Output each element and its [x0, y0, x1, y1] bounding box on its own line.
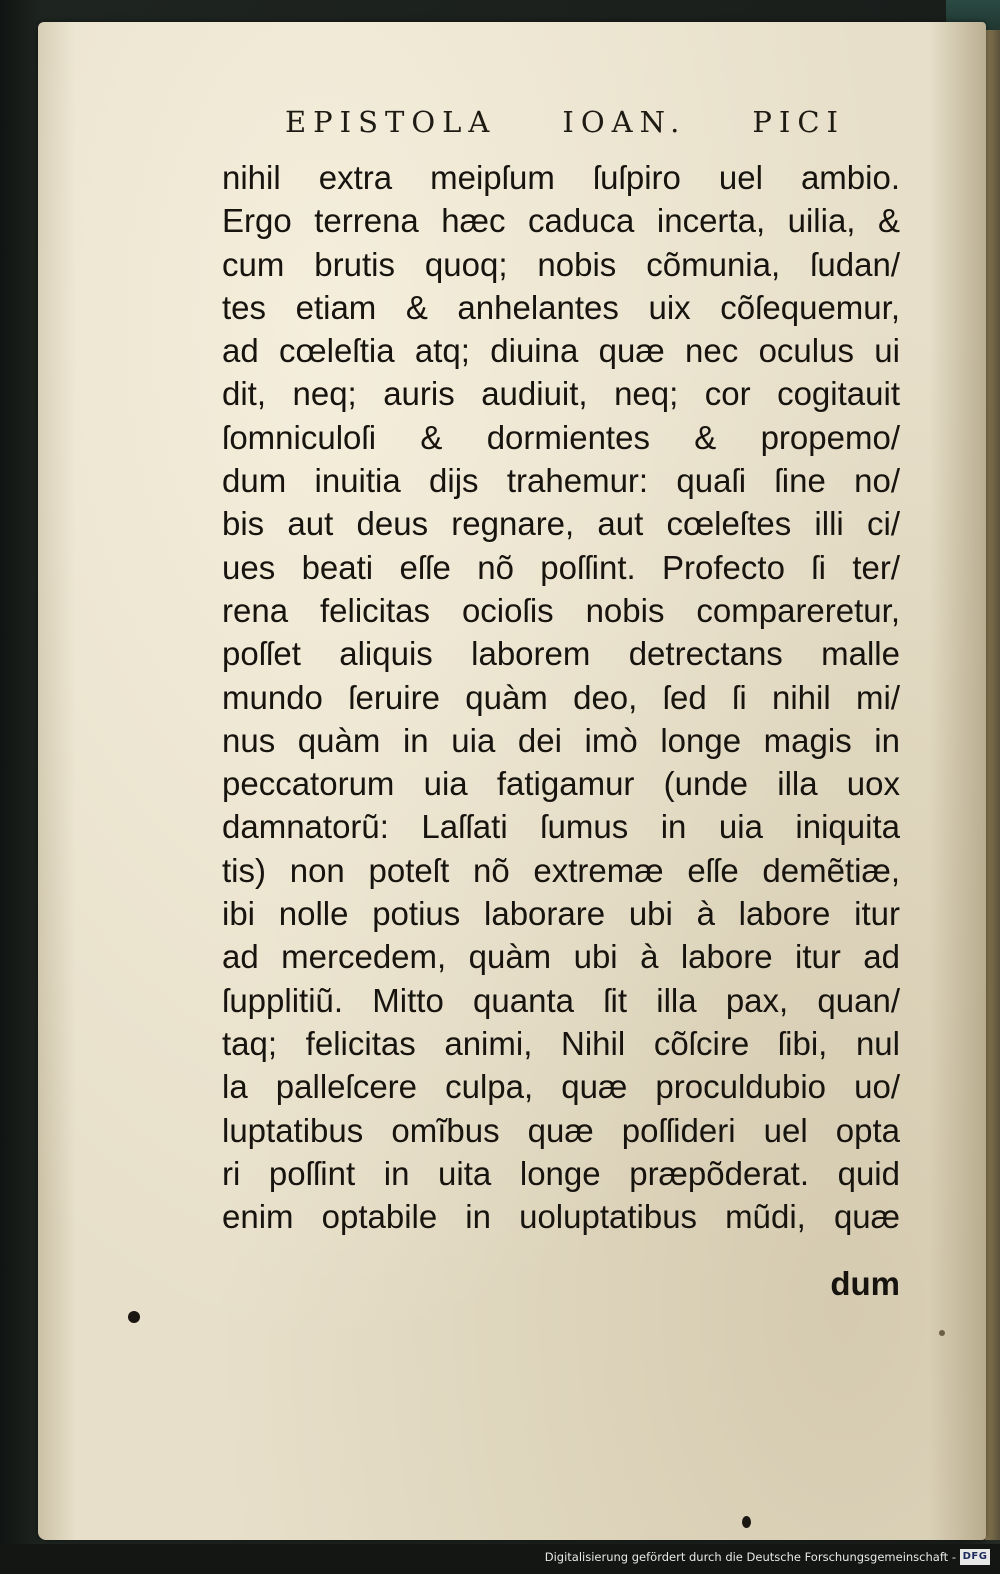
ink-spot — [939, 1330, 945, 1336]
text-line: ad mercedem, quàm ubi à labore itur ad — [222, 938, 900, 976]
text-line: mundo ſeruire quàm deo, ſed ſi nihil mi/ — [222, 678, 900, 716]
page-edge — [985, 30, 1000, 1540]
running-head-word: EPISTOLA — [285, 105, 497, 139]
text-line: tes etiam & anhelantes uix cõſequemur, — [222, 288, 900, 326]
running-head — [285, 102, 845, 142]
text-line: tis) non poteſt nõ extremæ eſſe demẽtiæ, — [222, 851, 900, 889]
text-line: taq; felicitas animi, Nihil cõſcire ſibi, nul — [222, 1024, 900, 1062]
text-line: dum inuitia dijs trahemur: quaſi ſine no/ — [222, 462, 900, 500]
text-line: luptatibus omĩbus quæ poſſideri uel opta — [222, 1111, 900, 1149]
text-line: Ergo terrena hæc caduca incerta, uilia, & — [222, 202, 900, 240]
text-line: bis aut deus regnare, aut cœleſtes illi ci/ — [222, 505, 900, 543]
text-line: ri poſſint in uita longe præpõderat. quid — [222, 1154, 900, 1192]
running-head-word: PICI — [752, 105, 845, 139]
funding-credit: Digitalisierung gefördert durch die Deutsche Forschungsgemeinschaft - — [544, 1550, 956, 1564]
text-line: nus quàm in uia dei imò longe magis in — [222, 721, 900, 759]
text-block — [222, 156, 900, 1238]
text-line: peccatorum uia fatigamur (unde illa uox — [222, 765, 900, 803]
text-line: ſupplitiũ. Mitto quanta ſit illa pax, quan/ — [222, 981, 900, 1019]
text-line: ſomniculoſi & dormientes & propemo/ — [222, 418, 900, 456]
text-line: rena felicitas ocioſis nobis compareretur, — [222, 591, 900, 629]
ink-spot — [128, 1311, 140, 1323]
text-line: ad cœleſtia atq; diuina quæ nec oculus ui — [222, 332, 900, 370]
text-line: ues beati eſſe nõ poſſint. Profecto ſi ter/ — [222, 548, 900, 586]
catchword: dum — [830, 1265, 900, 1302]
text-line: ibi nolle potius laborare ubi à labore itur — [222, 895, 900, 933]
text-line: damnatorũ: Laſſati ſumus in uia iniquita — [222, 808, 900, 846]
text-line: poſſet aliquis laborem detrectans malle — [222, 635, 900, 673]
text-line: la palleſcere culpa, quæ proculdubio uo/ — [222, 1068, 900, 1106]
text-line: dit, neq; auris audiuit, neq; cor cogitauit — [222, 375, 900, 413]
dfg-logo: DFG — [960, 1549, 990, 1565]
ink-spot — [742, 1516, 751, 1528]
text-line: cum brutis quoq; nobis cõmunia, ſudan/ — [222, 245, 900, 283]
text-line: enim optabile in uoluptatibus mũdi, quæ — [222, 1198, 900, 1236]
running-head-word: IOAN. — [562, 105, 687, 139]
text-line: nihil extra meipſum ſuſpiro uel ambio. — [222, 159, 900, 196]
